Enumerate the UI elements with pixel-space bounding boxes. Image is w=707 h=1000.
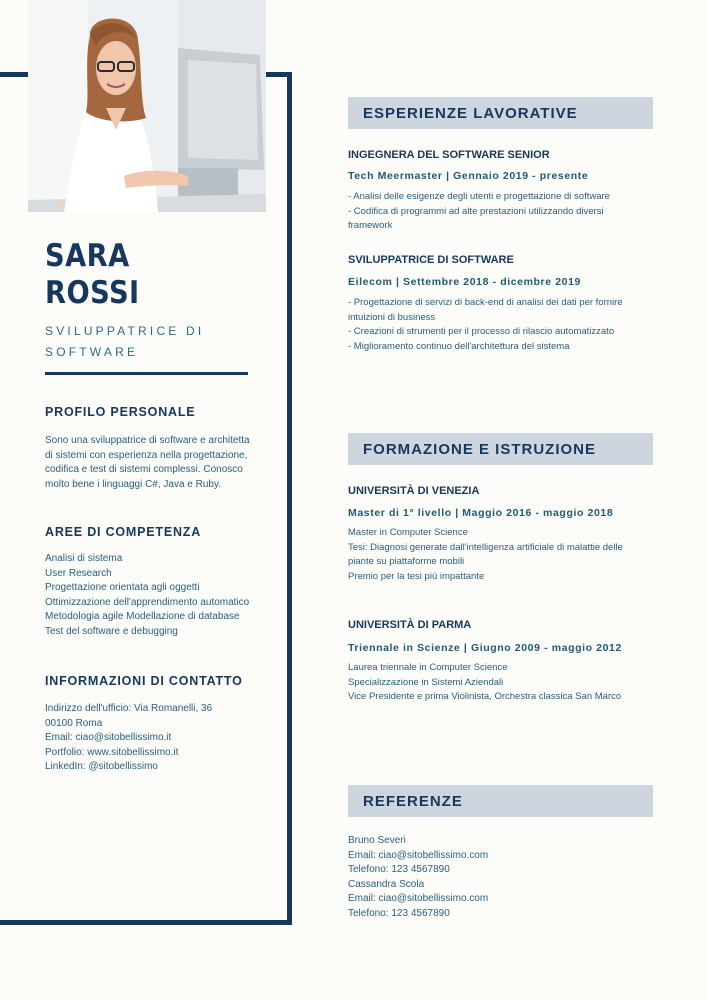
job-company-dates: Tech Meermaster | Gennaio 2019 - presente <box>348 170 589 182</box>
school-points <box>348 526 648 584</box>
reference-name: Cassandra Scola <box>348 878 425 890</box>
list-item: - Analisi delle esigenze degli utenti e progettazione di software <box>348 191 610 202</box>
experience-header <box>348 97 653 129</box>
candidate-name: SARA ROSSI <box>45 238 140 311</box>
experience-heading: ESPERIENZE LAVORATIVE <box>363 104 578 122</box>
references-heading: REFERENZE <box>363 792 463 810</box>
name-divider <box>45 372 248 375</box>
school-degree-dates: Triennale in Scienze | Giugno 2009 - maggio 2012 <box>348 642 622 654</box>
contact-list <box>45 702 270 775</box>
education-heading: FORMAZIONE E ISTRUZIONE <box>363 440 596 458</box>
list-item: Test del software e debugging <box>45 625 178 637</box>
reference-name: Bruno Severi <box>348 835 406 846</box>
skills-list <box>45 552 270 640</box>
profile-heading: PROFILO PERSONALE <box>45 405 196 419</box>
job-points <box>348 296 648 354</box>
contact-address: Indirizzo dell'ufficio: Via Romanelli, 36 <box>45 703 213 714</box>
school-degree-dates: Master di 1° livello | Maggio 2016 - maggio 2018 <box>348 507 614 519</box>
reference-phone: Telefono: 123 4567890 <box>348 864 450 876</box>
profile-photo-illustration <box>28 0 266 212</box>
contact-postal: 00100 Roma <box>45 717 103 729</box>
job-points <box>348 190 648 234</box>
skills-heading: AREE DI COMPETENZA <box>45 525 202 539</box>
job-title: SVILUPPATRICE DI SOFTWARE <box>348 254 514 266</box>
reference-email: Email: ciao@sitobellissimo.com <box>348 893 489 905</box>
list-item: Vice Presidente e prima Violinista, Orchestra classica San Marco <box>348 691 622 703</box>
list-item: - Miglioramento continuo dell'architettura del sistema <box>348 340 570 352</box>
list-item: - Progettazione di servizi di back-end di analisi dei dati per fornire intuizioni di business <box>348 297 623 323</box>
job-title: INGEGNERA DEL SOFTWARE SENIOR <box>348 149 550 161</box>
job-company-dates: Eilecom | Settembre 2018 - dicembre 2019 <box>348 276 581 288</box>
list-item: - Creazioni di strumenti per il processo di rilascio automatizzato <box>348 326 615 338</box>
school-name: UNIVERSITÀ DI PARMA <box>348 619 472 631</box>
reference-email: Email: ciao@sitobellissimo.com <box>348 849 489 861</box>
contact-email: Email: ciao@sitobellissimo.it <box>45 732 172 744</box>
references-list <box>348 834 648 922</box>
list-item: Metodologia agile Modellazione di database <box>45 611 240 623</box>
profile-photo <box>28 0 266 212</box>
contact-linkedin: LinkedIn: @sitobellissimo <box>45 761 158 773</box>
school-name: UNIVERSITÀ DI VENEZIA <box>348 485 480 497</box>
list-item: Progettazione orientata agli oggetti <box>45 582 200 594</box>
list-item: Master in Computer Science <box>348 527 468 538</box>
references-header <box>348 785 653 817</box>
list-item: Premio per la tesi più impattante <box>348 570 485 582</box>
list-item: - Codifica di programmi ad alte prestazioni utilizzando diversi framework <box>348 205 604 232</box>
list-item: Tesi: Diagnosi generate dall'intelligenza artificiale di malattie delle piante su piattaforme mobili <box>348 541 623 568</box>
list-item: Ottimizzazione dell'apprendimento automatico <box>45 596 250 608</box>
contact-portfolio: Portfolio: www.sitobellissimo.it <box>45 746 179 758</box>
school-points <box>348 661 648 705</box>
list-item: User Research <box>45 567 112 579</box>
profile-text: Sono una sviluppatrice di software e architetta di sistemi con esperienza nella progettazione, codifica e test di sistemi complessi. Conosco molto bene i linguaggi C#, Java e Ruby. <box>45 435 250 490</box>
list-item: Laurea triennale in Computer Science <box>348 662 508 673</box>
contact-heading: INFORMAZIONI DI CONTATTO <box>45 674 243 688</box>
reference-phone: Telefono: 123 4567890 <box>348 907 450 919</box>
education-header <box>348 433 653 465</box>
list-item: Specializzazione in Sistemi Aziendali <box>348 676 504 688</box>
list-item: Analisi di sistema <box>45 553 123 564</box>
candidate-role: SVILUPPATRICE DI SOFTWARE <box>45 324 205 359</box>
